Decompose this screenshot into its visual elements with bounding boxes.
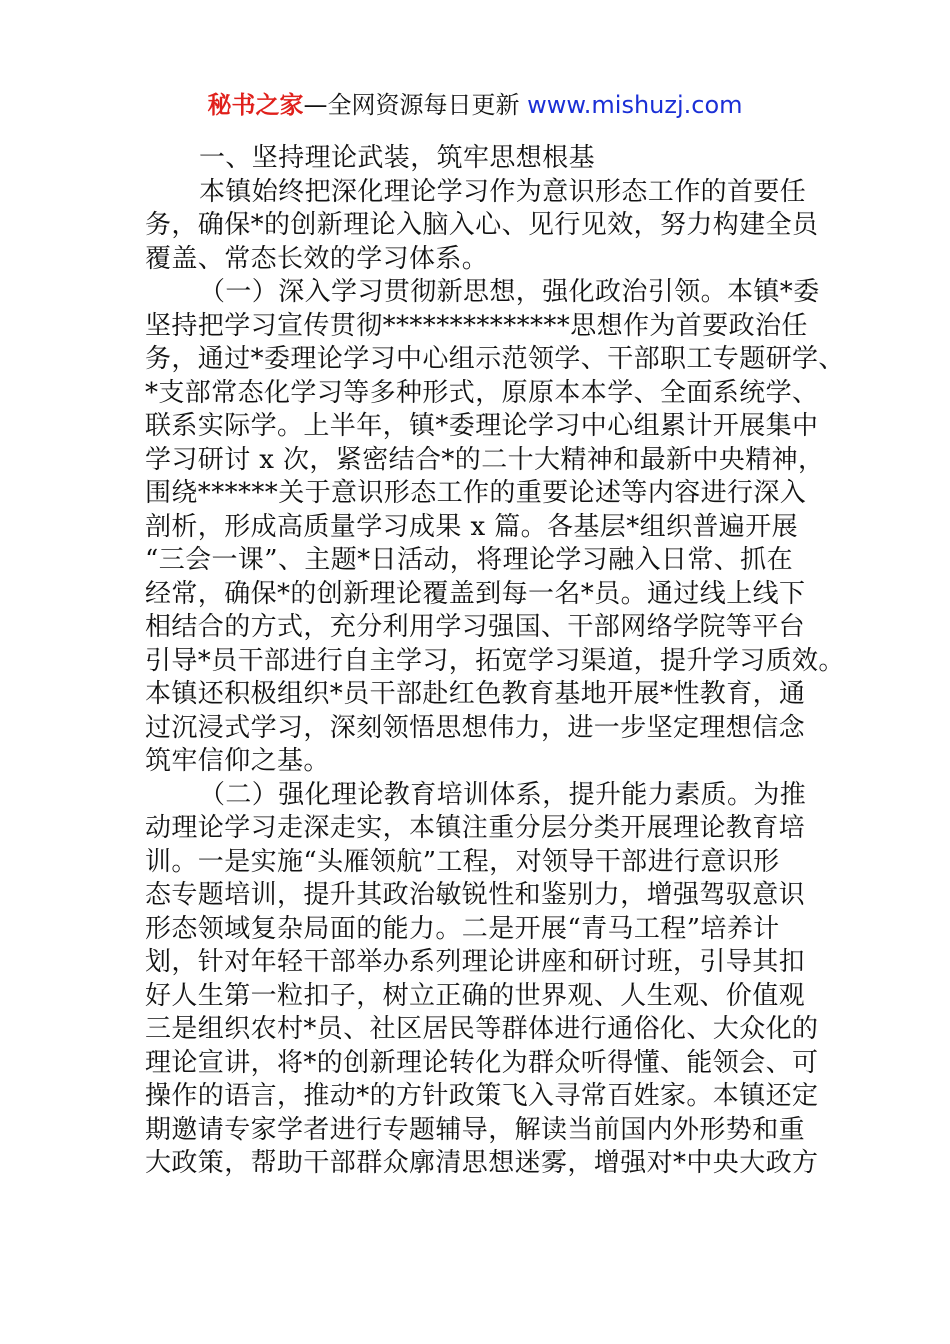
paragraph-line: 期邀请专家学者进行专题辅导，解读当前国内外形势和重 [145,1114,806,1145]
paragraph-line: 训。一是实施“头雁领航”工程，对领导干部进行意识形 [145,846,780,877]
paragraph-line: 本镇还积极组织*员干部赴红色教育基地开展*性教育，通 [145,679,806,709]
site-tagline: —全网资源每日更新 [303,91,528,119]
paragraph-line: 态专题培训，提升其政治敏锐性和鉴别力，增强驾驭意识 [145,880,806,910]
paragraph-line: 经常，确保*的创新理论覆盖到每一名*员。通过线上线下 [145,578,806,609]
paragraph-line: “三会一课”、主题*日活动，将理论学习融入日常、抓在 [145,545,793,575]
site-header [0,88,950,122]
paragraph-line: 引导*员干部进行自主学习，拓宽学习渠道，提升学习质效。 [145,645,845,676]
paragraph-line: 剖析，形成高质量学习成果 x 篇。各基层*组织普遍开展 [145,511,798,542]
paragraph-line: 学习研讨 x 次，紧密结合*的二十大精神和最新中央精神， [145,444,825,475]
paragraph-line: 过沉浸式学习，深刻领悟思想伟力，进一步坚定理想信念 [145,712,806,743]
paragraph-line: 好人生第一粒扣子，树立正确的世界观、人生观、价值观 [145,980,806,1011]
paragraph-line: 务，确保*的创新理论入脑入心、见行见效，努力构建全员 [145,210,819,240]
paragraph-line: 形态领域复杂局面的能力。二是开展“青马工程”培养计 [145,913,780,944]
subsection-heading-line: （二）强化理论教育培训体系，提升能力素质。为推 [199,779,807,810]
document-body [145,142,845,1181]
paragraph-line: 动理论学习走深走实，本镇注重分层分类开展理论教育培 [145,813,806,843]
paragraph-line: 理论宣讲，将*的创新理论转化为群众听得懂、能领会、可 [145,1047,819,1078]
paragraph-line: 本镇始终把深化理论学习作为意识形态工作的首要任 [199,176,807,207]
paragraph-line: *支部常态化学习等多种形式，原原本本学、全面系统学、 [145,377,819,408]
paragraph-line: 操作的语言，推动*的方针政策飞入寻常百姓家。本镇还定 [145,1081,819,1111]
site-url-link[interactable]: www.mishuzj.com [527,91,743,119]
paragraph-line: 坚持把学习宣传贯彻**************思想作为首要政治任 [145,310,808,341]
paragraph-line: 大政策，帮助干部群众廓清思想迷雾，增强对*中央大政方 [145,1148,819,1178]
site-brand: 秘书之家 [207,91,304,119]
paragraph-line: 三是组织农村*员、社区居民等群体进行通俗化、大众化的 [145,1014,819,1044]
paragraph-line: 围绕******关于意识形态工作的重要论述等内容进行深入 [145,478,807,508]
paragraph-line: 联系实际学。上半年，镇*委理论学习中心组累计开展集中 [145,411,819,441]
paragraph-line: 务，通过*委理论学习中心组示范领学、干部职工专题研学、 [145,344,845,374]
paragraph-line: 覆盖、常态长效的学习体系。 [145,243,489,274]
section-heading: 一、坚持理论武装，筑牢思想根基 [199,143,596,173]
paragraph-line: 筑牢信仰之基。 [145,746,330,776]
paragraph-line: 划，针对年轻干部举办系列理论讲座和研讨班，引导其扣 [145,947,806,977]
paragraph-line: 相结合的方式，充分利用学习强国、干部网络学院等平台 [145,612,806,642]
subsection-heading-line: （一）深入学习贯彻新思想，强化政治引领。本镇*委 [199,277,820,307]
